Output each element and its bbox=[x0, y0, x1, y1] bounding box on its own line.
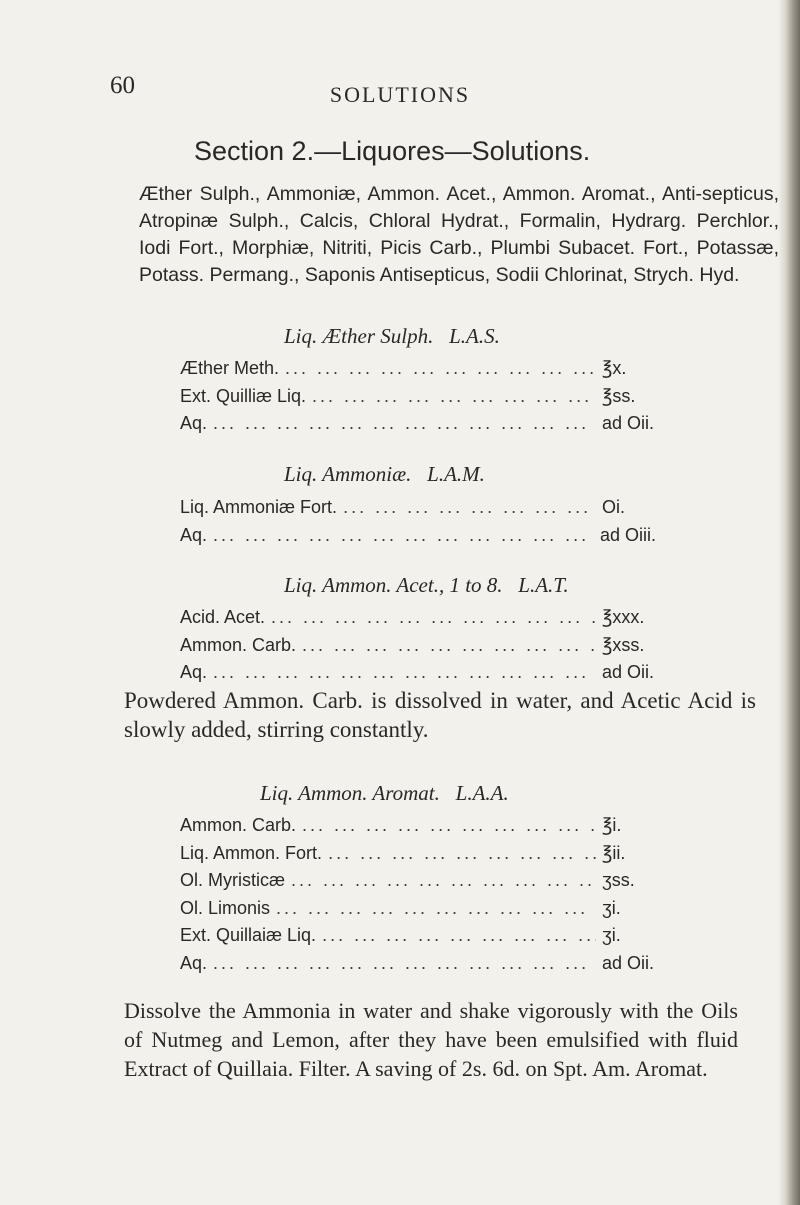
page-number: 60 bbox=[110, 72, 135, 99]
ingredient-name: Liq. Ammon. Fort. bbox=[180, 842, 323, 863]
ingredient-quantity: ℥xss. bbox=[602, 634, 645, 655]
recipe-note-ammon-aromat: Dissolve the Ammonia in water and shake vigorously with the Oils of Nutmeg and Lemon, after they have been emulsified with fluid Extract of Quillaia. Filter. A saving of 2s. 6d. on Spt. Am. Aromat. bbox=[124, 998, 738, 1081]
ingredient-name: Æther Meth. bbox=[180, 358, 280, 378]
leader-dots bbox=[213, 410, 596, 438]
leader-dots bbox=[213, 522, 594, 550]
leader-dots bbox=[302, 812, 596, 840]
leader-dots bbox=[343, 494, 596, 522]
leader-dots bbox=[302, 632, 596, 660]
ingredient-row bbox=[180, 632, 656, 660]
leader-dots bbox=[276, 895, 596, 923]
intro-paragraph: Æther Sulph., Ammoniæ, Ammon. Acet., Ammon. Aromat., Anti-septicus, Atropinæ Sulph., Calcis, Chloral Hydrat., Formalin, Hydrarg. Perchlor., Iodi Fort., Morphiæ, Nitriti, Picis Carb., Plumbi Subacet. Fort., Potassæ, Potass. Permang., Saponis Antisepticus, Sodii Chlorinat, Strych. Hyd. bbox=[139, 183, 779, 286]
ingredient-row bbox=[180, 494, 656, 522]
ingredient-name: Ext. Quillaiæ Liq. bbox=[180, 925, 317, 946]
ingredient-quantity: ℥ss. bbox=[602, 385, 636, 406]
ingredient-row bbox=[180, 812, 656, 840]
ingredient-name: Acid. Acet. bbox=[180, 607, 266, 627]
recipe-heading-ammon-acet: Liq. Ammon. Acet., 1 to 8. L.A.T. bbox=[284, 573, 569, 597]
ingredient-quantity: Oi. bbox=[602, 497, 626, 517]
ingredient-row bbox=[180, 950, 656, 978]
ingredient-name: Ol. Limonis bbox=[180, 897, 271, 918]
ingredient-quantity: ℥xxx. bbox=[602, 607, 645, 627]
ingredient-quantity: ʒi. bbox=[602, 925, 621, 946]
ingredient-name: Aq. bbox=[180, 413, 208, 434]
leader-dots bbox=[322, 922, 596, 950]
ingredient-quantity: ad Oii. bbox=[602, 662, 655, 683]
ingredient-row bbox=[180, 922, 656, 950]
leader-dots bbox=[271, 604, 596, 632]
running-head: SOLUTIONS bbox=[329, 82, 471, 107]
ingredient-row bbox=[180, 355, 656, 383]
ingredient-row bbox=[180, 659, 656, 687]
ingredient-list-ether bbox=[180, 355, 656, 438]
ingredient-quantity: ʒi. bbox=[602, 897, 621, 918]
ingredient-quantity: ʒss. bbox=[602, 870, 635, 891]
ingredient-list-ammon-aromat bbox=[180, 812, 656, 978]
ingredient-list-ammon-acet bbox=[180, 604, 656, 687]
page-edge-shadow bbox=[778, 0, 800, 1205]
ingredient-row bbox=[180, 867, 656, 895]
ingredient-quantity: ℥ii. bbox=[602, 842, 626, 863]
ingredient-row bbox=[180, 604, 656, 632]
section-title: Section 2.—Liquores—Solutions. bbox=[194, 136, 591, 166]
ingredient-name: Aq. bbox=[180, 952, 208, 973]
ingredient-row bbox=[180, 410, 656, 438]
ingredient-name: Aq. bbox=[180, 662, 208, 683]
ingredient-list-ammoniae bbox=[180, 494, 656, 549]
ingredient-name: Ammon. Carb. bbox=[180, 815, 297, 835]
leader-dots bbox=[213, 950, 596, 978]
leader-dots bbox=[328, 840, 596, 868]
leader-dots bbox=[213, 659, 596, 687]
leader-dots bbox=[312, 383, 596, 411]
recipe-heading-ether: Liq. Æther Sulph. L.A.S. bbox=[284, 324, 500, 348]
leader-dots bbox=[291, 867, 596, 895]
ingredient-quantity: ℥i. bbox=[602, 815, 622, 835]
recipe-heading-ammon-aromat: Liq. Ammon. Aromat. L.A.A. bbox=[260, 781, 509, 805]
ingredient-quantity: ad Oiii. bbox=[599, 524, 656, 545]
ingredient-quantity: ad Oii. bbox=[602, 413, 655, 434]
recipe-note-ammon-acet: Powdered Ammon. Carb. is dissolved in water, and Acetic Acid is slowly added, stirring constantly. bbox=[124, 688, 756, 742]
recipe-heading-ammoniae: Liq. Ammoniæ. L.A.M. bbox=[284, 462, 485, 486]
ingredient-row bbox=[180, 383, 656, 411]
ingredient-name: Ammon. Carb. bbox=[180, 634, 297, 655]
ingredient-quantity: ℥x. bbox=[602, 358, 627, 378]
ingredient-row bbox=[180, 522, 656, 550]
ingredient-name: Ol. Myristicæ bbox=[180, 870, 285, 891]
ingredient-name: Ext. Quilliæ Liq. bbox=[180, 385, 307, 406]
ingredient-name: Liq. Ammoniæ Fort. bbox=[180, 497, 338, 517]
ingredient-quantity: ad Oii. bbox=[602, 952, 655, 973]
leader-dots bbox=[285, 355, 596, 383]
ingredient-row bbox=[180, 895, 656, 923]
ingredient-row bbox=[180, 840, 656, 868]
ingredient-name: Aq. bbox=[180, 524, 208, 545]
